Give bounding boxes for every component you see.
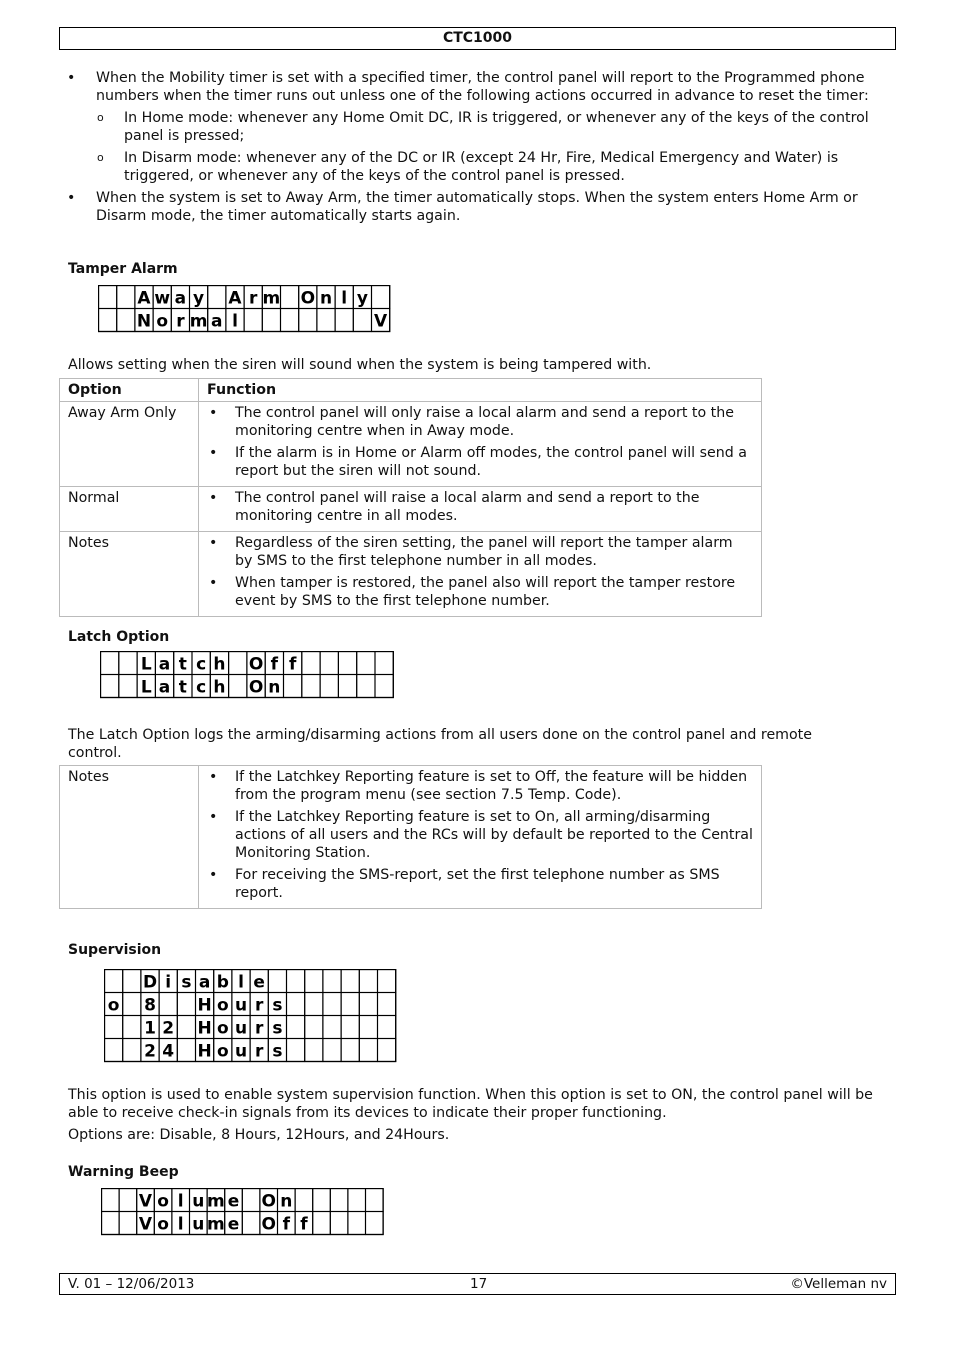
lcd-character: c <box>196 677 207 698</box>
function-item: • If the Latchkey Reporting feature is set to On, all arming/disarming actions of all users and the RCs will by default be reported to the Central Monitoring Station. <box>207 808 753 862</box>
lcd-character: i <box>165 972 172 993</box>
lcd-character: n <box>280 1191 293 1212</box>
table-row <box>60 402 762 487</box>
function-item: • For receiving the SMS-report, set the first telephone number as SMS report. <box>207 866 753 902</box>
lcd-character: a <box>158 677 171 698</box>
lcd-character: s <box>181 972 192 993</box>
lcd-character: t <box>178 654 187 675</box>
supervision-description: This option is used to enable system supervision function. When this option is set to ON, the control panel will be able to receive check-in signals from its devices to indicate their proper functioning. <box>68 1087 873 1121</box>
lcd-character: a <box>158 654 171 675</box>
lcd-character: u <box>234 1041 248 1062</box>
lcd-character: f <box>288 654 297 675</box>
lcd-character: O <box>300 288 316 309</box>
lcd-character: r <box>176 311 185 332</box>
function-item: • If the alarm is in Home or Alarm off modes, the control panel will send a report but the siren will not sound. <box>207 444 753 480</box>
footer-version: V. 01 – 12/06/2013 <box>68 1276 195 1292</box>
table-row <box>60 766 762 909</box>
lcd-character: V <box>374 311 388 332</box>
sub-list-item: o In Disarm mode: whenever any of the DC or IR (except 24 Hr, Fire, Medical Emergency and Water) is triggered, or whenever any of the keys of the control panel is pressed. <box>59 149 889 185</box>
lcd-character: s <box>272 995 283 1016</box>
function-item: • Regardless of the siren setting, the panel will report the tamper alarm by SMS to the first telephone number in all modes. <box>207 534 753 570</box>
lcd-character: b <box>216 972 229 993</box>
lcd-character: e <box>227 1214 240 1235</box>
tamper-description: Allows setting when the siren will sound when the system is being tampered with. <box>68 357 652 373</box>
section-heading-supervision: Supervision <box>68 942 162 958</box>
lcd-character: A <box>137 288 151 309</box>
lcd-character: O <box>261 1214 276 1235</box>
document-title: CTC1000 <box>442 30 513 46</box>
lcd-character: n <box>268 677 281 698</box>
lcd-character: n <box>319 288 333 309</box>
table-row <box>60 487 762 532</box>
lcd-character: f <box>282 1214 291 1235</box>
lcd-character: r <box>255 1041 264 1062</box>
lcd-character: m <box>207 1214 225 1235</box>
lcd-character: r <box>249 288 258 309</box>
lcd-character: 1 <box>144 1018 156 1039</box>
latch-description: The Latch Option logs the arming/disarming actions from all users done on the control panel and remote control. <box>68 727 812 761</box>
lcd-character: o <box>157 1214 169 1235</box>
function-item: • The control panel will only raise a local alarm and send a report to the monitoring centre when in Away mode. <box>207 404 753 440</box>
lcd-character: 8 <box>144 995 156 1016</box>
option-cell: Normal <box>60 487 199 532</box>
lcd-character: l <box>232 311 238 332</box>
intro-list <box>59 69 889 229</box>
lcd-character: r <box>255 995 264 1016</box>
lcd-character: H <box>197 1041 212 1062</box>
lcd-character: o <box>107 995 120 1016</box>
sub-list-item: o In Home mode: whenever any Home Omit DC, IR is triggered, or whenever any of the keys of the control panel is pressed; <box>59 109 889 145</box>
lcd-character: o <box>216 1041 229 1062</box>
function-cell <box>199 402 762 487</box>
page-number: 17 <box>470 1276 488 1292</box>
page-header <box>59 27 896 50</box>
list-item: • When the Mobility timer is set with a specified timer, the control panel will report to the Programmed phone numbers when the timer runs out unless one of the following actions occurred in advance to reset the timer: <box>59 69 889 105</box>
table-row <box>60 532 762 617</box>
table-header-row <box>60 379 762 402</box>
lcd-character: s <box>272 1018 283 1039</box>
column-header-option: Option <box>60 379 199 402</box>
lcd-character: w <box>154 288 171 309</box>
lcd-character: y <box>193 288 205 309</box>
lcd-character: D <box>142 972 158 993</box>
lcd-display-supervision <box>104 969 398 1063</box>
lcd-character: a <box>174 288 187 309</box>
lcd-character: 2 <box>162 1018 175 1039</box>
function-item: • When tamper is restored, the panel also will report the tamper restore event by SMS to the first telephone number. <box>207 574 753 610</box>
lcd-character: y <box>356 288 368 309</box>
tamper-options-table <box>59 378 762 617</box>
lcd-character: L <box>140 654 152 675</box>
lcd-character: f <box>270 654 279 675</box>
function-cell <box>199 487 762 532</box>
lcd-character: l <box>238 972 244 993</box>
function-cell <box>199 532 762 617</box>
lcd-character: f <box>300 1214 308 1235</box>
lcd-character: s <box>272 1041 283 1062</box>
page-footer <box>59 1273 896 1295</box>
lcd-character: A <box>228 288 242 309</box>
lcd-character: c <box>196 654 207 675</box>
latch-notes-table <box>59 765 762 909</box>
lcd-character: t <box>178 677 187 698</box>
option-cell: Notes <box>60 532 199 617</box>
lcd-character: u <box>234 995 248 1016</box>
lcd-character: V <box>138 1191 153 1212</box>
lcd-character: l <box>341 288 348 309</box>
lcd-character: O <box>248 654 264 675</box>
lcd-character: 4 <box>162 1041 175 1062</box>
lcd-character: H <box>197 1018 212 1039</box>
lcd-character: N <box>136 311 152 332</box>
lcd-character: l <box>177 1214 184 1235</box>
lcd-character: m <box>207 1191 225 1212</box>
lcd-character: m <box>189 311 208 332</box>
lcd-character: o <box>216 995 229 1016</box>
section-heading-latch: Latch Option <box>68 629 170 645</box>
function-cell <box>199 766 762 909</box>
lcd-character: e <box>253 972 265 993</box>
lcd-character: h <box>213 654 226 675</box>
lcd-character: o <box>157 1191 169 1212</box>
lcd-character: h <box>213 677 226 698</box>
lcd-character: u <box>234 1018 248 1039</box>
option-cell: Away Arm Only <box>60 402 199 487</box>
lcd-character: u <box>192 1214 205 1235</box>
footer-copyright: ©Velleman nv <box>790 1276 887 1292</box>
lcd-character: V <box>138 1214 153 1235</box>
lcd-character: a <box>198 972 211 993</box>
lcd-character: l <box>177 1191 184 1212</box>
function-item: • The control panel will raise a local alarm and send a report to the monitoring centre in all modes. <box>207 489 753 525</box>
lcd-character: 2 <box>144 1041 156 1062</box>
lcd-character: u <box>192 1191 205 1212</box>
supervision-options: Options are: Disable, 8 Hours, 12Hours, and 24Hours. <box>68 1127 450 1143</box>
lcd-display-latch <box>100 651 396 699</box>
list-item: • When the system is set to Away Arm, the timer automatically stops. When the system enters Home Arm or Disarm mode, the timer automatically starts again. <box>59 189 889 225</box>
lcd-character: a <box>211 311 223 332</box>
section-heading-warning-beep: Warning Beep <box>68 1164 179 1180</box>
lcd-character: r <box>255 1018 264 1039</box>
section-heading-tamper: Tamper Alarm <box>68 261 178 277</box>
lcd-display-tamper <box>98 285 392 335</box>
lcd-character: O <box>248 677 264 698</box>
lcd-display-warning-beep <box>101 1188 384 1236</box>
lcd-character: L <box>140 677 152 698</box>
option-cell: Notes <box>60 766 199 909</box>
lcd-character: O <box>261 1191 276 1212</box>
lcd-character: o <box>156 311 169 332</box>
column-header-function: Function <box>199 379 762 402</box>
lcd-character: m <box>262 288 281 309</box>
lcd-character: o <box>216 1018 229 1039</box>
lcd-character: H <box>197 995 212 1016</box>
function-item: • If the Latchkey Reporting feature is set to Off, the feature will be hidden from the program menu (see section 7.5 Temp. Code). <box>207 768 753 804</box>
lcd-character: e <box>227 1191 240 1212</box>
